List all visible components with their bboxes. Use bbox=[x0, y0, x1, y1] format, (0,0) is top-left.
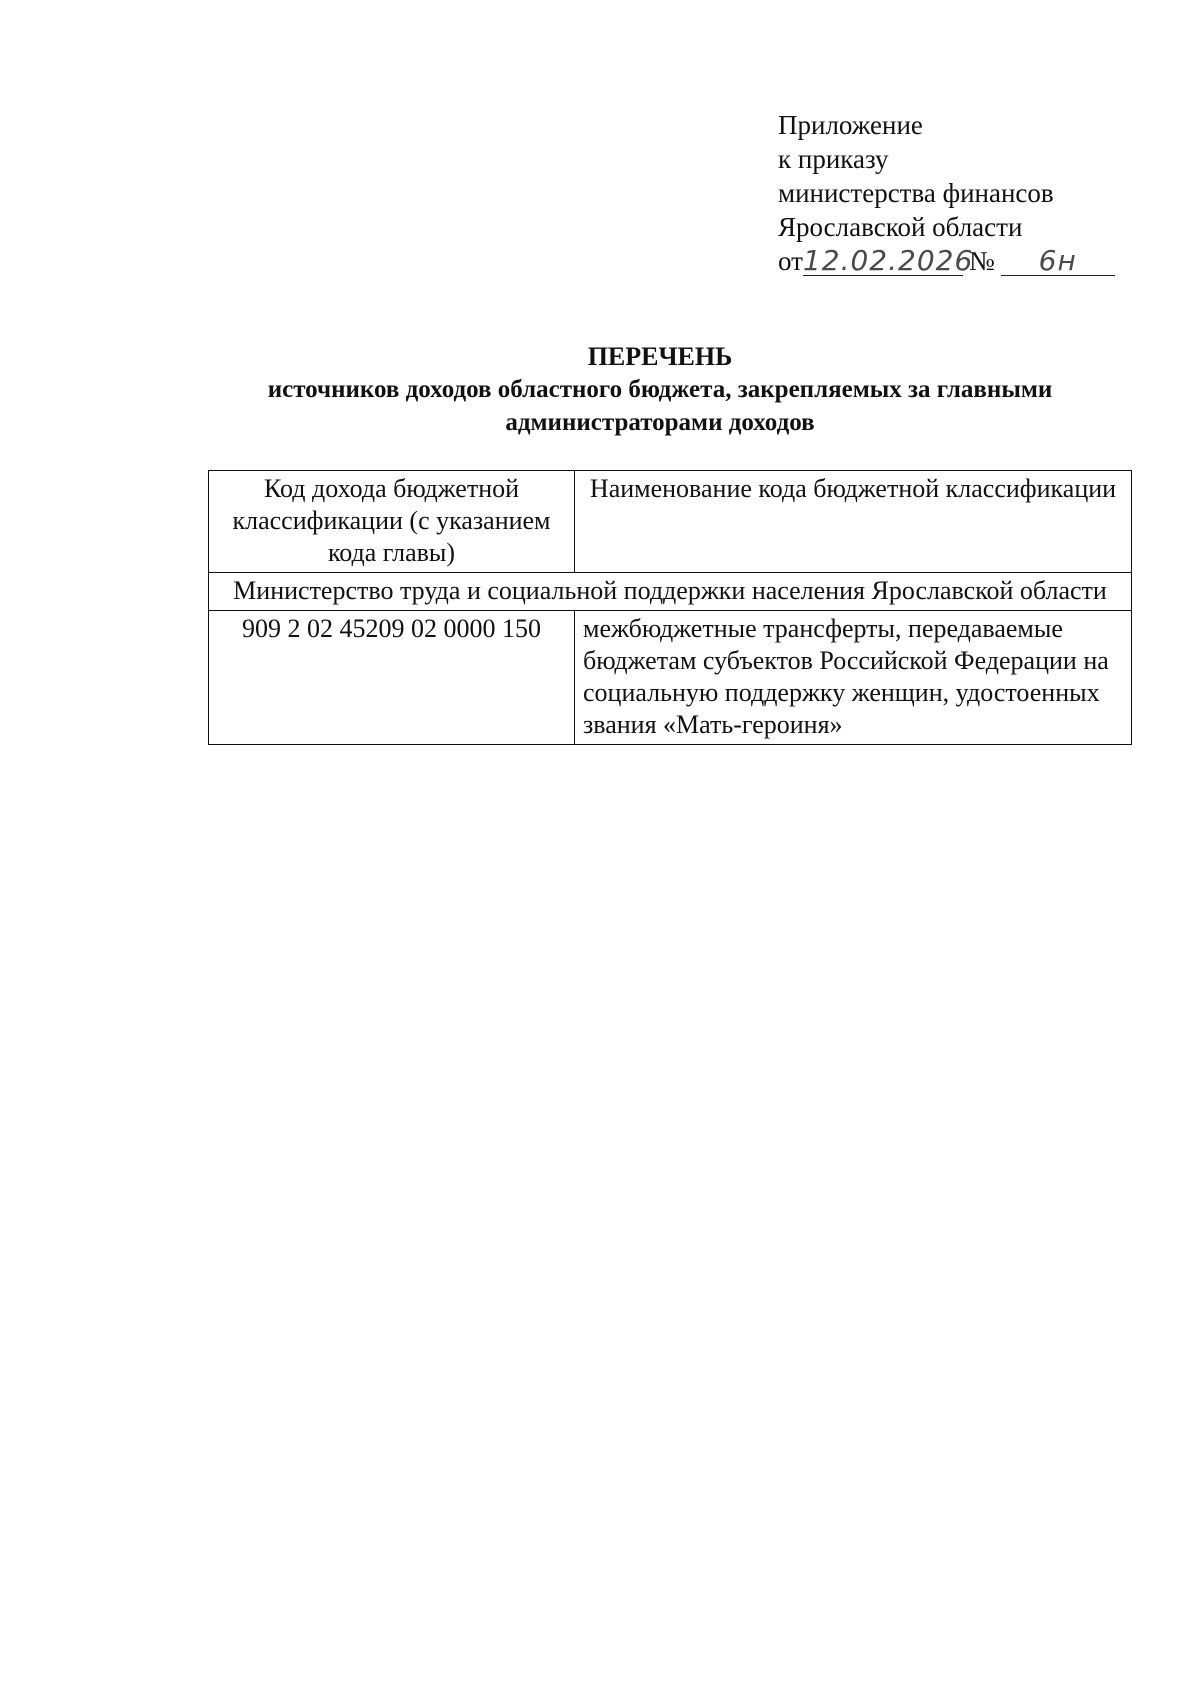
appendix-line-3: министерства финансов bbox=[778, 178, 1054, 208]
title-heading: ПЕРЕЧЕНЬ bbox=[587, 342, 733, 371]
row-name: межбюджетные трансферты, передаваемые бюджетам субъектов Российской Федерации на социальную поддержку женщин, удостоенных звания «Мать-героиня» bbox=[575, 611, 1132, 745]
row-code: 909 2 02 45209 02 0000 150 bbox=[209, 611, 575, 745]
number-sign: № bbox=[968, 246, 995, 276]
header-name: Наименование кода бюджетной классификации bbox=[575, 471, 1132, 573]
table-section-row bbox=[209, 573, 1132, 611]
appendix-line-1: Приложение bbox=[778, 110, 923, 140]
handwritten-date: 12.02.2026 bbox=[802, 244, 974, 277]
appendix-order-line bbox=[778, 244, 1115, 278]
table-row bbox=[209, 611, 1132, 745]
handwritten-number: 6н bbox=[1001, 247, 1115, 276]
appendix-line-4: Ярославской области bbox=[778, 212, 1023, 242]
header-code: Код дохода бюджетной классификации (с указанием кода главы) bbox=[209, 471, 575, 573]
appendix-block bbox=[778, 108, 1115, 278]
appendix-line-2: к приказу bbox=[778, 144, 889, 174]
income-sources-table bbox=[208, 470, 1132, 745]
section-administrator: Министерство труда и социальной поддержки населения Ярославской области bbox=[209, 573, 1132, 611]
from-prefix: от bbox=[778, 246, 803, 276]
document-title bbox=[200, 340, 1120, 439]
title-subheading: источников доходов областного бюджета, закрепляемых за главными администраторами доходов bbox=[267, 376, 1053, 436]
table-header-row bbox=[209, 471, 1132, 573]
